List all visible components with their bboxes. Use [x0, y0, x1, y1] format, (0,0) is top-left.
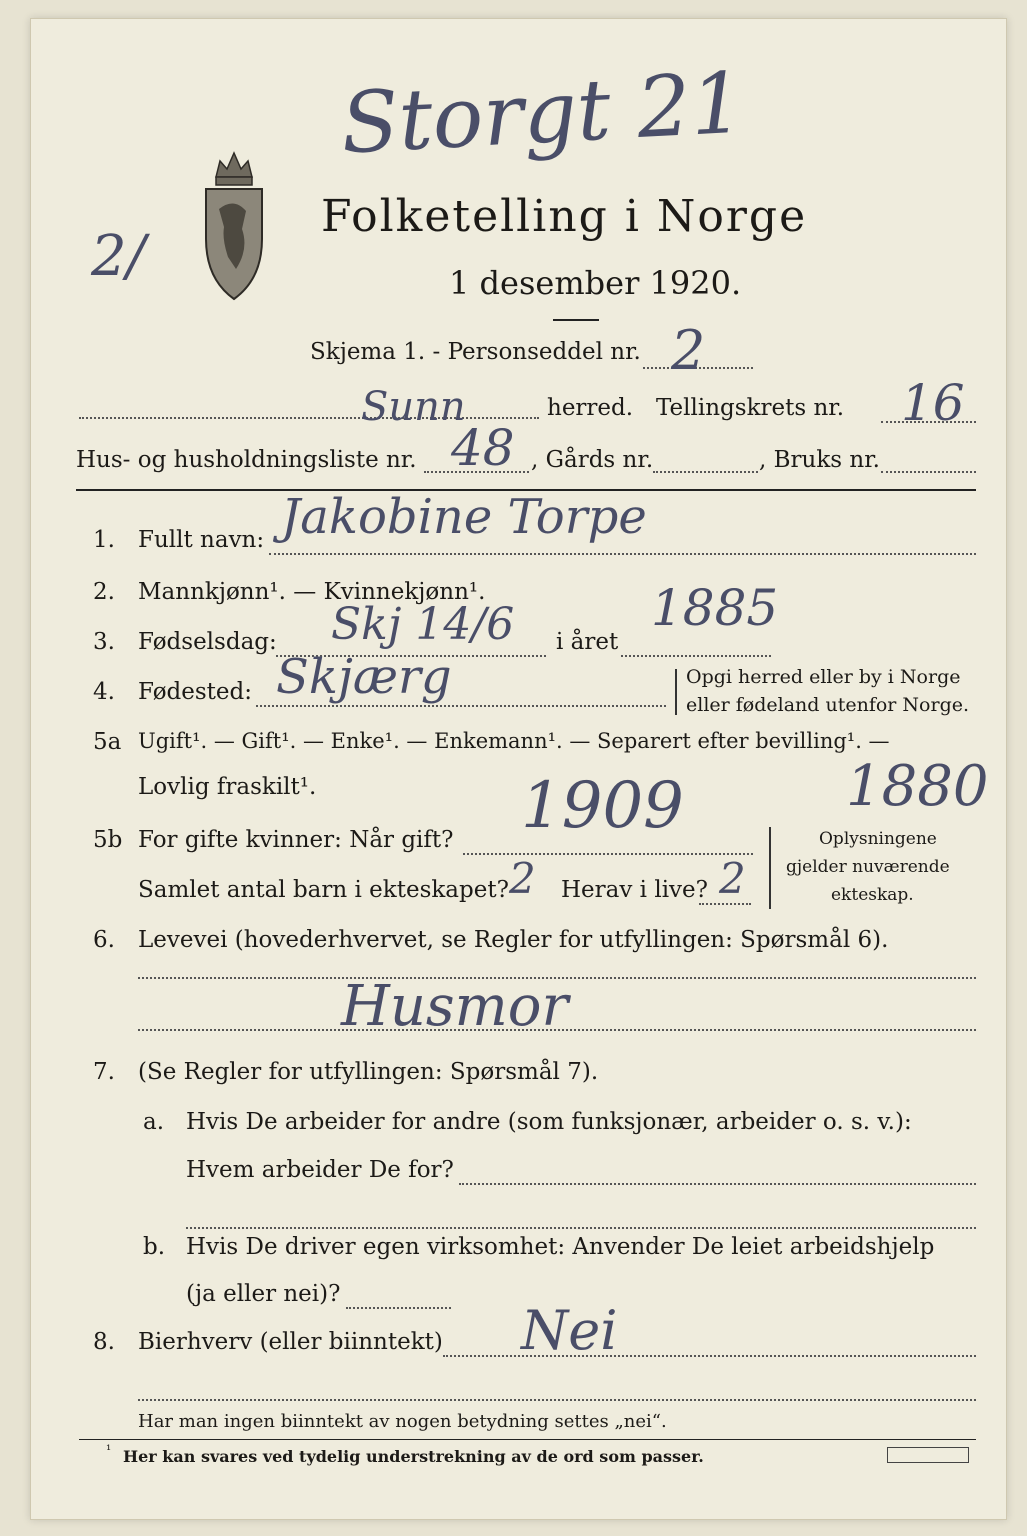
gards-line — [653, 471, 758, 473]
handwritten-person-nr: 2 — [671, 319, 706, 382]
form-title: Folketelling i Norge — [321, 191, 808, 242]
handwritten-fodested: Skjærg — [276, 649, 452, 705]
handwritten-herred: Sunn — [361, 384, 466, 430]
handwritten-husliste: 48 — [451, 419, 515, 477]
skjema-label: Skjema 1. - Personseddel nr. — [310, 339, 641, 365]
form-date: 1 desember 1920. — [449, 264, 742, 302]
q7b-line — [346, 1307, 451, 1309]
bruks-line — [881, 471, 976, 473]
q3-year-label: i året — [556, 629, 619, 655]
q4-note-1: Opgi herred eller by i Norge — [686, 666, 961, 688]
tellingskrets-label: Tellingskrets nr. — [656, 395, 845, 421]
q3-number: 3. — [93, 629, 115, 655]
q8-line-2 — [138, 1399, 976, 1401]
q4-line — [256, 705, 666, 707]
handwritten-krets: 16 — [901, 374, 965, 432]
q5a-label-2: Lovlig fraskilt¹. — [138, 774, 317, 800]
handwritten-address: Storgt 21 — [338, 53, 747, 173]
handwritten-levevei: Husmor — [341, 974, 569, 1039]
q7a-label: Hvis De arbeider for andre (som funksjonær, arbeider o. s. v.): — [186, 1109, 912, 1135]
coat-of-arms-emblem — [194, 139, 274, 309]
census-form-paper — [30, 18, 1007, 1520]
q4-bracket — [675, 669, 677, 715]
q5a-label: Ugift¹. — Gift¹. — Enke¹. — Enkemann¹. — Separert efter bevilling¹. — — [138, 729, 890, 753]
q5b-note-1: Oplysningene — [819, 829, 937, 849]
q5b-note-2: gjelder nuværende — [786, 857, 950, 877]
q5b-label-3: Herav i live? — [561, 877, 708, 903]
handwritten-gift-year: 1909 — [521, 769, 684, 843]
q8-label: Bierhverv (eller biinntekt) — [138, 1329, 443, 1355]
q3-year-line — [621, 655, 771, 657]
q5b-line — [463, 853, 753, 855]
q7b-label-2: (ja eller nei)? — [186, 1281, 341, 1307]
q6-label: Levevei (hovederhvervet, se Regler for utfyllingen: Spørsmål 6). — [138, 927, 889, 953]
q6-number: 6. — [93, 927, 115, 953]
handwritten-year: 1885 — [651, 579, 779, 637]
printer-stamp — [887, 1447, 969, 1463]
q5b-live-line — [699, 903, 751, 905]
handwritten-fodselsdag: Skj 14/6 — [331, 599, 515, 650]
handwritten-i-live: 2 — [719, 854, 746, 903]
q5b-note-3: ekteskap. — [831, 885, 914, 905]
handwritten-name: Jakobine Torpe — [281, 489, 647, 545]
q7a-line-1 — [459, 1183, 976, 1185]
title-divider — [553, 319, 599, 321]
q8-number: 8. — [93, 1329, 115, 1355]
q7a-label-2: Hvem arbeider De for? — [186, 1157, 454, 1183]
q5b-label-2: Samlet antal barn i ekteskapet? — [138, 877, 509, 903]
q7a-line-2 — [186, 1227, 976, 1229]
handwritten-bierhverv: Nei — [521, 1299, 618, 1362]
q4-number: 4. — [93, 679, 115, 705]
husliste-label: Hus- og husholdningsliste nr. — [76, 447, 417, 473]
q5b-bracket — [769, 827, 771, 909]
q5b-label: For gifte kvinner: Når gift? — [138, 827, 454, 853]
q2-label: Mannkjønn¹. — Kvinnekjønn¹. — [138, 579, 486, 605]
q4-note-2: eller fødeland utenfor Norge. — [686, 694, 970, 716]
q7b-label: Hvis De driver egen virksomhet: Anvender De leiet arbeidshjelp — [186, 1234, 935, 1260]
q5b-number: 5b — [93, 827, 123, 853]
q1-label: Fullt navn: — [138, 527, 265, 553]
q7-label: (Se Regler for utfyllingen: Spørsmål 7). — [138, 1059, 599, 1085]
q1-number: 1. — [93, 527, 115, 553]
footnote-marker: ¹ — [106, 1443, 112, 1458]
q7a-number: a. — [143, 1109, 165, 1135]
q3-label: Fødselsdag: — [138, 629, 277, 655]
herred-label: herred. — [547, 395, 634, 421]
handwritten-antal-barn: 2 — [509, 854, 536, 903]
q1-line — [269, 553, 976, 555]
q4-label: Fødested: — [138, 679, 253, 705]
biinntekt-note: Har man ingen biinntekt av nogen betydning settes „nei“. — [138, 1411, 667, 1432]
q2-number: 2. — [93, 579, 115, 605]
q7-number: 7. — [93, 1059, 115, 1085]
handwritten-extra-year: 1880 — [846, 754, 989, 819]
footnote-text: Her kan svares ved tydelig understrekning av de ord som passer. — [123, 1447, 704, 1466]
q5a-number: 5a — [93, 729, 122, 755]
q7b-number: b. — [143, 1234, 166, 1260]
footnote-rule — [79, 1439, 976, 1440]
bruks-label: , Bruks nr. — [759, 447, 880, 473]
handwritten-corner-number: 2/ — [91, 224, 146, 289]
gards-label: , Gårds nr. — [531, 447, 654, 473]
